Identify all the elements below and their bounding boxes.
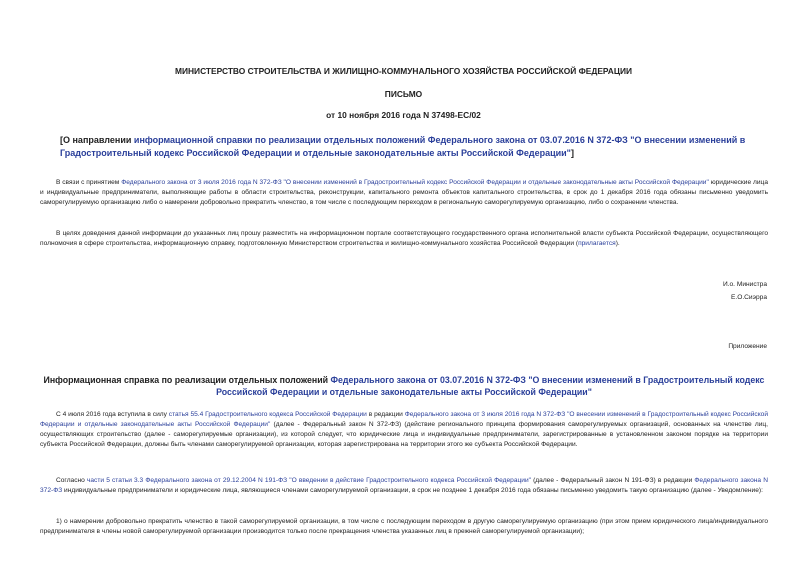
subject-suffix: ] — [570, 148, 574, 158]
appendix-label: Приложение — [728, 343, 767, 350]
signature-position: И.о. Министра — [722, 281, 767, 288]
paragraph-2-text-end: ). — [615, 240, 620, 247]
paragraph-1-text-end: юридические лица и индивидуальные предприниматели, выполняющие работы в области строительства, реконструкции, капитального ремонта объектов капитального строительства, в срок до 1 декабря 2016 года обязаны письменно уведомить саморегулируемую организацию либо о намерении добровольно прекратить членство, в том числе с последующим переходом в региональную саморегулируемую организацию, либо о сохранении членства. — [40, 179, 768, 206]
attached-link[interactable]: прилагается — [578, 240, 616, 247]
paragraph-4-text-3: индивидуальные предприниматели и юридические лица, являющиеся членами саморегулируемой организации, в срок не позднее 1 декабря 2016 года обязаны письменно уведомить такую организацию (далее - Уведомление): — [62, 487, 763, 494]
ministry-title: МИНИСТЕРСТВО СТРОИТЕЛЬСТВА И ЖИЛИЩНО-КОММУНАЛЬНОГО ХОЗЯЙСТВА РОССИЙСКОЙ ФЕДЕРАЦИИ — [175, 66, 632, 76]
article-55-4-link[interactable]: статья 55.4 Градостроительного кодекса Российской Федерации — [168, 411, 367, 418]
paragraph-4 — [40, 476, 768, 496]
paragraph-2-text-start: В целях доведения данной информации до указанных лиц прошу разместить на информационном портале соответствующего государственного органа исполнительной власти субъекта Российской Федерации, осуществляющего полномочия в сфере строительства, информационную справку, подготовленную Министерством строительства и жилищно-коммунального хозяйства Российской Федерации ( — [40, 230, 768, 247]
info-heading-link[interactable]: Федерального закона от 03.07.2016 N 372-ФЗ "О внесении изменений в Градостроительный кодекс Российской Федерации и отдельные законодательные акты Российской Федерации" — [216, 375, 765, 397]
paragraph-1 — [40, 178, 768, 208]
law-372-link[interactable]: Федерального закона от 3 июля 2016 года N 372-ФЗ "О внесении изменений в Градостроительный кодекс Российской Федерации и отдельные законодательные акты Российской Федерации" — [121, 179, 709, 186]
paragraph-3-text-1: С 4 июля 2016 года вступила в силу — [56, 411, 169, 418]
paragraph-5: 1) о намерении добровольно прекратить членство в такой саморегулируемой организации, в том числе с последующим переходом в другую саморегулируемую организацию (при этом прием юридического лица/индивидуального предпринимателя в члены новой саморегулируемой организации производится только после прекращения членства указанных лиц в прежней саморегулируемой организации); — [40, 518, 768, 535]
paragraph-2 — [40, 229, 768, 249]
info-heading-text: Информационная справка по реализации отдельных положений — [43, 375, 331, 385]
info-heading — [34, 374, 774, 398]
law-191-link[interactable]: части 5 статьи 3.3 Федерального закона от 29.12.2004 N 191-ФЗ "О введении в действие Градостроительного кодекса Российской Федерации" — [86, 477, 531, 484]
document-subject — [60, 134, 750, 160]
law-372-edition-link[interactable]: Федерального закона от 3 июля 2016 года N 372-ФЗ "О внесении изменений в Градостроительный кодекс Российской Федерации и отдельные законодательные акты Российской Федерации" — [40, 411, 769, 428]
paragraph-4-text-1: Согласно — [56, 477, 87, 484]
subject-link[interactable]: информационной справки по реализации отдельных положений Федерального закона от 03.07.2016 N 372-ФЗ "О внесении изменений в Градостроительный кодекс Российской Федерации и отдельные законодательные акты Российской Федерации" — [60, 135, 746, 158]
signature-name: Е.О.Сиэрра — [730, 294, 767, 301]
document-type: ПИСЬМО — [384, 89, 423, 99]
paragraph-3-text-3: (далее - Федеральный закон N 372-ФЗ) (действие регионального принципа формирования саморегулируемых организаций, основанных на членстве лиц, осуществляющих строительство (далее - саморегулируемые организации), из которой следует, что юридические лица и индивидуальные предприниматели, зарегистрированные в установленном законом порядке на территории субъекта Российской Федерации, должны быть членами саморегулируемой организации, которая зарегистрирована на территории этого же субъекта Российской Федерации. — [40, 421, 768, 448]
law-372-short-link[interactable]: Федерального закона N 372-ФЗ — [40, 477, 768, 494]
paragraph-4-text-2: (далее - Федеральный закон N 191-ФЗ) в редакции — [530, 477, 695, 484]
paragraph-1-text-start: В связи с принятием — [56, 179, 122, 186]
document-date-number: от 10 ноября 2016 года N 37498-ЕС/02 — [326, 110, 481, 120]
paragraph-3 — [40, 410, 768, 450]
paragraph-3-text-2: в редакции — [366, 411, 405, 418]
subject-prefix: [О направлении — [60, 135, 134, 145]
